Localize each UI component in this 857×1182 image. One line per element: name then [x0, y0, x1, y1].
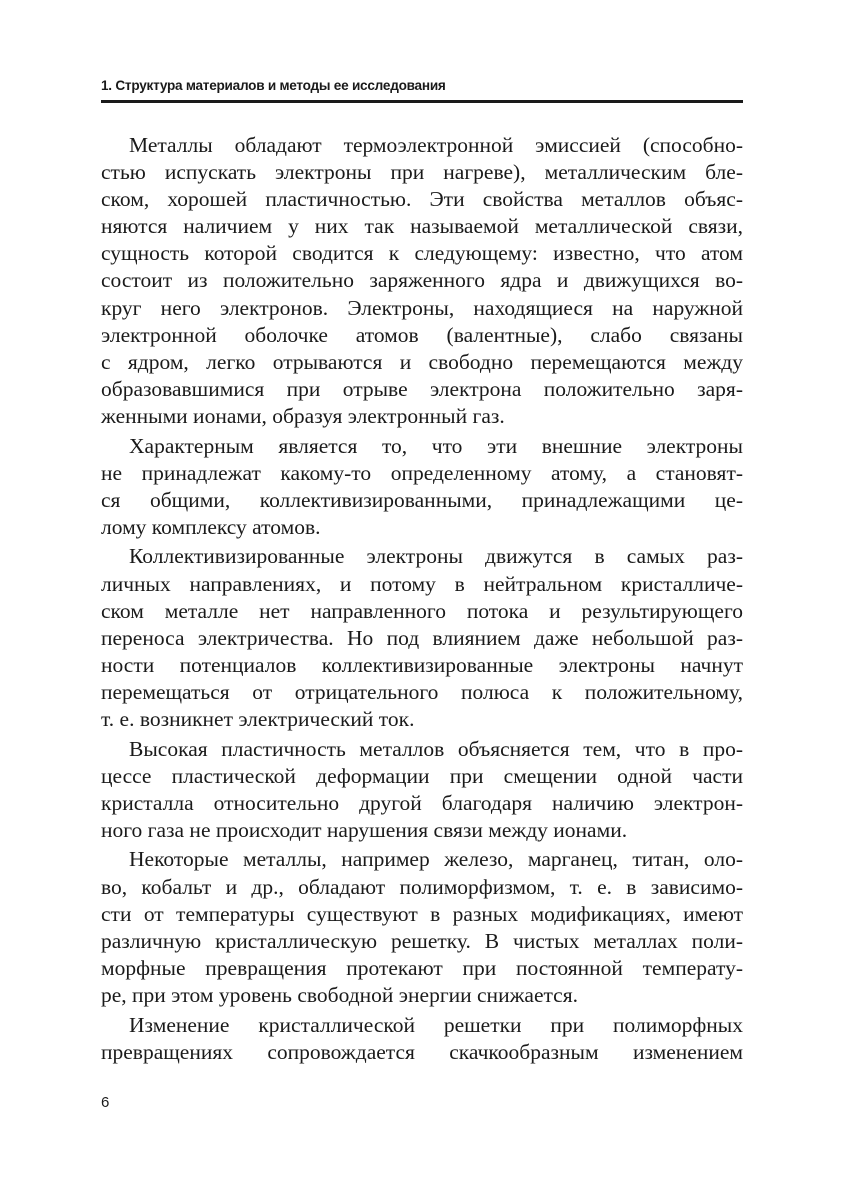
text-line: состоит из положительно заряженного ядра и движущихся во-	[101, 268, 743, 293]
text-line: сущность которой сводится к следующему: известно, что атом	[101, 241, 743, 266]
text-line: перемещаться от отрицательного полюса к положительному,	[101, 679, 743, 704]
text-line: сти от температуры существуют в разных модификациях, имеют	[101, 901, 743, 926]
text-line: Высокая пластичность металлов объясняется тем, что в про-	[129, 736, 743, 761]
text-line: круг него электронов. Электроны, находящиеся на наружной	[101, 295, 743, 320]
header-rule	[101, 100, 743, 103]
text-line: Металлы обладают термоэлектронной эмиссией (способно-	[129, 133, 743, 157]
paragraph	[101, 1012, 743, 1066]
text-line: Некоторые металлы, например железо, марганец, титан, оло-	[129, 847, 743, 872]
text-line: превращениях сопровождается скачкообразным изменением	[101, 1039, 743, 1064]
text-line: Коллективизированные электроны движутся в самых раз-	[129, 544, 743, 569]
paragraph	[101, 736, 743, 844]
text-line: цессе пластической деформации при смещении одной части	[101, 763, 743, 788]
text-line: женными ионами, образуя электронный газ.	[101, 403, 505, 428]
text-line: ся общими, коллективизированными, принадлежащими це-	[101, 487, 743, 512]
paragraph	[101, 132, 743, 430]
text-line: лому комплексу атомов.	[101, 514, 321, 539]
text-line: ском, хорошей пластичностью. Эти свойства металлов объяс-	[101, 187, 743, 212]
text-line: няются наличием у них так называемой металлической связи,	[101, 214, 743, 239]
text-line: морфные превращения протекают при постоянной температу-	[101, 955, 743, 980]
text-line: кристалла относительно другой благодаря наличию электрон-	[101, 790, 743, 815]
text-line: с ядром, легко отрываются и свободно перемещаются между	[101, 349, 743, 374]
text-line: Характерным является то, что эти внешние электроны	[129, 433, 743, 458]
body-text	[101, 132, 743, 1066]
text-line: образовавшимися при отрыве электрона положительно заря-	[101, 376, 743, 401]
text-line: переноса электричества. Но под влиянием даже небольшой раз-	[101, 625, 743, 650]
text-line: ности потенциалов коллективизированные электроны начнут	[101, 652, 743, 677]
text-line: стью испускать электроны при нагреве), металлическим бле-	[101, 160, 743, 185]
text-line: т. е. возникнет электрический ток.	[101, 706, 415, 731]
text-line: во, кобальт и др., обладают полиморфизмом, т. е. в зависимо-	[101, 874, 743, 899]
text-line: ре, при этом уровень свободной энергии снижается.	[101, 982, 578, 1007]
text-line: ного газа не происходит нарушения связи между ионами.	[101, 817, 628, 842]
paragraph	[101, 846, 743, 1009]
text-line: не принадлежат какому-то определенному атому, а становят-	[101, 460, 743, 485]
text-line: электронной оболочке атомов (валентные), слабо связаны	[101, 322, 743, 347]
paragraph	[101, 543, 743, 733]
text-line: личных направлениях, и потому в нейтральном кристалличе-	[101, 571, 743, 596]
text-line: различную кристаллическую решетку. В чистых металлах поли-	[101, 928, 743, 953]
paragraph	[101, 433, 743, 541]
text-line: Изменение кристаллической решетки при полиморфных	[129, 1012, 743, 1037]
page-number: 6	[101, 1094, 110, 1111]
text-line: ском металле нет направленного потока и результирующего	[101, 598, 743, 623]
running-head-title: 1. Структура материалов и методы ее исследования	[101, 78, 446, 93]
